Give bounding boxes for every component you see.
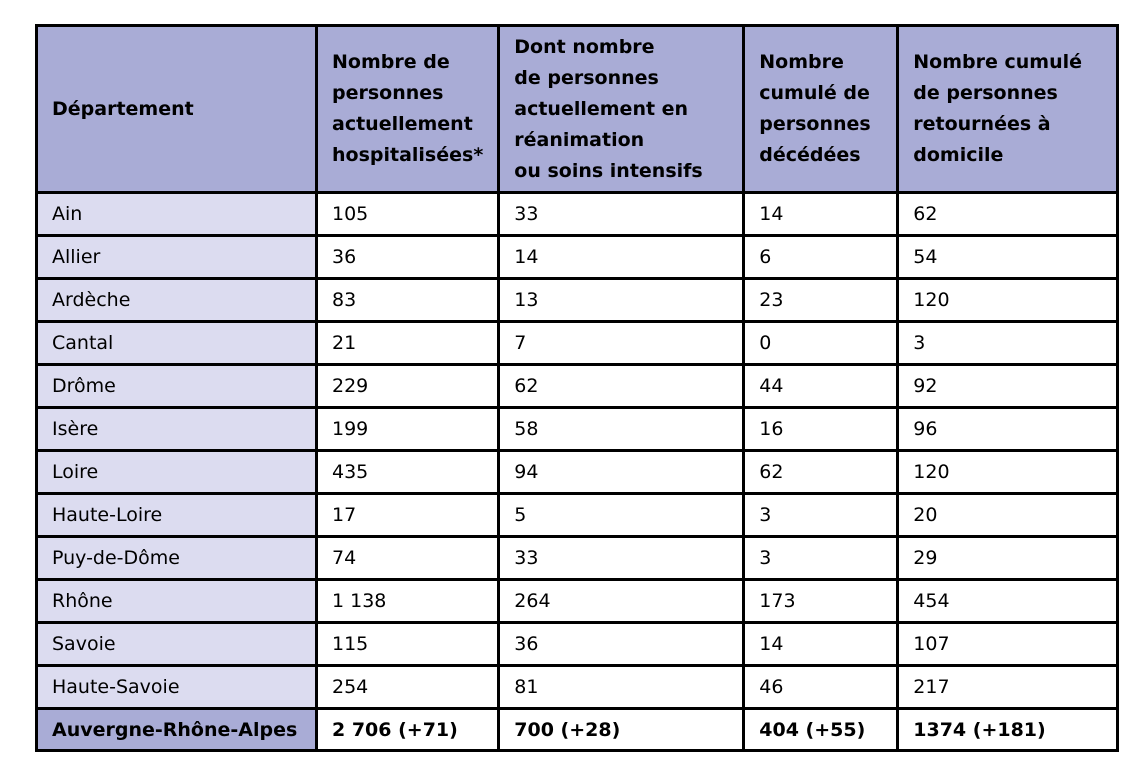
- table-row: [37, 494, 1118, 537]
- cell-departement: Puy-de-Dôme: [37, 537, 317, 580]
- cell-decedes: 16: [744, 408, 898, 451]
- cell-departement: Cantal: [37, 322, 317, 365]
- cell-hospitalises: 17: [317, 494, 499, 537]
- header-departement: Département: [37, 26, 317, 193]
- header-decedes: Nombre cumulé de personnes décédées: [744, 26, 898, 193]
- total-hospitalises: 2 706 (+71): [317, 709, 499, 751]
- table-header: [37, 26, 1118, 193]
- cell-retournes-domicile: 120: [898, 279, 1118, 322]
- cell-departement: Ardèche: [37, 279, 317, 322]
- cell-hospitalises: 435: [317, 451, 499, 494]
- table-row: [37, 193, 1118, 236]
- cell-retournes-domicile: 107: [898, 623, 1118, 666]
- cell-hospitalises: 74: [317, 537, 499, 580]
- covid-department-table: [35, 24, 1119, 752]
- cell-reanimation: 5: [499, 494, 744, 537]
- cell-hospitalises: 21: [317, 322, 499, 365]
- cell-departement: Isère: [37, 408, 317, 451]
- cell-reanimation: 33: [499, 193, 744, 236]
- cell-departement: Allier: [37, 236, 317, 279]
- total-retournes-domicile: 1374 (+181): [898, 709, 1118, 751]
- cell-retournes-domicile: 54: [898, 236, 1118, 279]
- cell-decedes: 62: [744, 451, 898, 494]
- cell-decedes: 3: [744, 537, 898, 580]
- table-row: [37, 451, 1118, 494]
- cell-reanimation: 264: [499, 580, 744, 623]
- total-decedes: 404 (+55): [744, 709, 898, 751]
- table-body: [37, 193, 1118, 751]
- total-region: Auvergne-Rhône-Alpes: [37, 709, 317, 751]
- table-row: [37, 322, 1118, 365]
- cell-reanimation: 62: [499, 365, 744, 408]
- cell-departement: Rhône: [37, 580, 317, 623]
- cell-hospitalises: 254: [317, 666, 499, 709]
- table-row: [37, 623, 1118, 666]
- cell-hospitalises: 115: [317, 623, 499, 666]
- cell-retournes-domicile: 92: [898, 365, 1118, 408]
- cell-retournes-domicile: 217: [898, 666, 1118, 709]
- cell-decedes: 44: [744, 365, 898, 408]
- cell-reanimation: 58: [499, 408, 744, 451]
- table-row: [37, 365, 1118, 408]
- cell-hospitalises: 105: [317, 193, 499, 236]
- header-hospitalises: Nombre de personnes actuellement hospitalisées*: [317, 26, 499, 193]
- cell-reanimation: 81: [499, 666, 744, 709]
- table-row: [37, 236, 1118, 279]
- cell-hospitalises: 199: [317, 408, 499, 451]
- header-retournes-domicile: Nombre cumulé de personnes retournées à domicile: [898, 26, 1118, 193]
- table-container: [35, 24, 1119, 752]
- cell-hospitalises: 36: [317, 236, 499, 279]
- cell-departement: Ain: [37, 193, 317, 236]
- cell-decedes: 23: [744, 279, 898, 322]
- table-row: [37, 279, 1118, 322]
- cell-departement: Drôme: [37, 365, 317, 408]
- cell-hospitalises: 229: [317, 365, 499, 408]
- total-row: [37, 709, 1118, 751]
- cell-departement: Savoie: [37, 623, 317, 666]
- cell-reanimation: 7: [499, 322, 744, 365]
- cell-decedes: 3: [744, 494, 898, 537]
- cell-departement: Haute-Loire: [37, 494, 317, 537]
- cell-retournes-domicile: 120: [898, 451, 1118, 494]
- table-row: [37, 408, 1118, 451]
- cell-departement: Loire: [37, 451, 317, 494]
- cell-decedes: 0: [744, 322, 898, 365]
- cell-decedes: 14: [744, 623, 898, 666]
- cell-decedes: 46: [744, 666, 898, 709]
- table-row: [37, 537, 1118, 580]
- table-row: [37, 666, 1118, 709]
- header-reanimation: Dont nombre de personnes actuellement en réanimation ou soins intensifs: [499, 26, 744, 193]
- cell-reanimation: 33: [499, 537, 744, 580]
- cell-hospitalises: 83: [317, 279, 499, 322]
- cell-retournes-domicile: 29: [898, 537, 1118, 580]
- cell-reanimation: 14: [499, 236, 744, 279]
- cell-decedes: 173: [744, 580, 898, 623]
- cell-departement: Haute-Savoie: [37, 666, 317, 709]
- cell-hospitalises: 1 138: [317, 580, 499, 623]
- header-row: [37, 26, 1118, 193]
- cell-retournes-domicile: 96: [898, 408, 1118, 451]
- cell-retournes-domicile: 3: [898, 322, 1118, 365]
- cell-decedes: 6: [744, 236, 898, 279]
- cell-retournes-domicile: 62: [898, 193, 1118, 236]
- total-reanimation: 700 (+28): [499, 709, 744, 751]
- cell-reanimation: 94: [499, 451, 744, 494]
- cell-retournes-domicile: 454: [898, 580, 1118, 623]
- table-row: [37, 580, 1118, 623]
- cell-decedes: 14: [744, 193, 898, 236]
- cell-reanimation: 36: [499, 623, 744, 666]
- cell-retournes-domicile: 20: [898, 494, 1118, 537]
- cell-reanimation: 13: [499, 279, 744, 322]
